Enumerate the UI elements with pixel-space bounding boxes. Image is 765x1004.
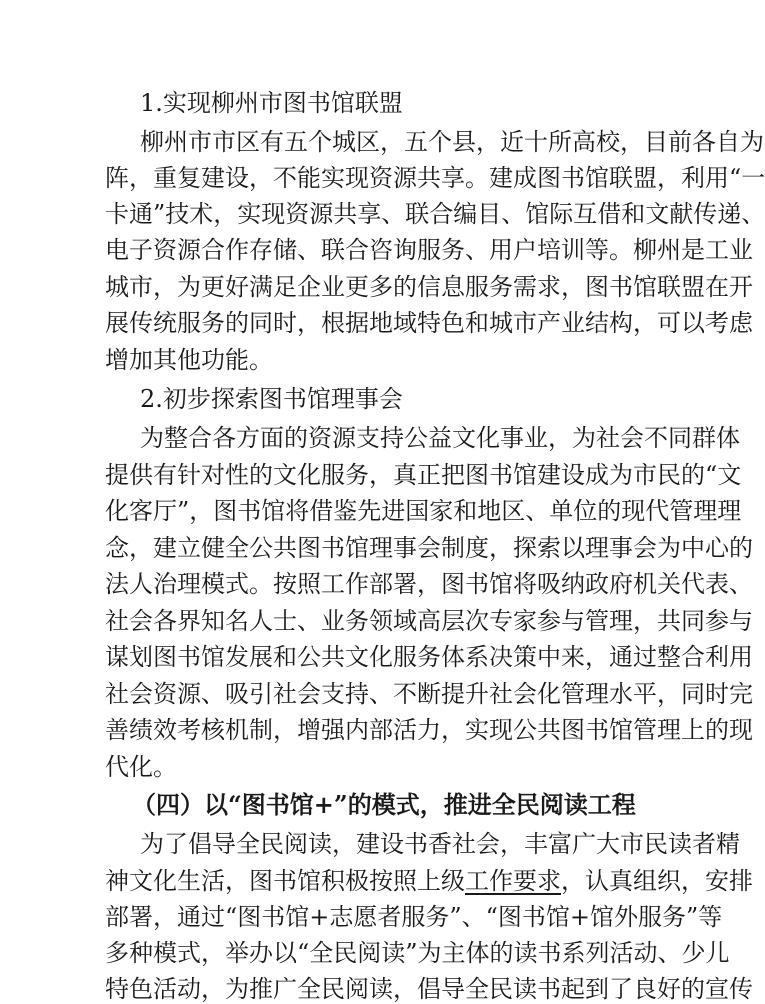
paragraph-line: 柳州市市区有五个城区，五个县，近十所高校，目前各自为 <box>140 128 764 156</box>
text-segment: ，认真组织，安排 <box>561 867 753 895</box>
section-2-heading: 2.初步探索图书馆理事会 <box>140 385 403 413</box>
paragraph-line: 特色活动，为推广全民阅读，倡导全民读书起到了良好的宣传 <box>105 975 753 1003</box>
paragraph-line: 城市，为更好满足企业更多的信息服务需求，图书馆联盟在开 <box>105 273 753 301</box>
paragraph-line: 化客厅”，图书馆将借鉴先进国家和地区、单位的现代管理理 <box>105 497 742 525</box>
paragraph-line: 增加其他功能。 <box>105 346 273 374</box>
paragraph-line: 卡通”技术，实现资源共享、联合编目、馆际互借和文献传递、 <box>105 200 765 228</box>
paragraph-line: 为了倡导全民阅读，建设书香社会，丰富广大市民读者精 <box>140 830 740 858</box>
paragraph-line: 电子资源合作存储、联合咨询服务、用户培训等。柳州是工业 <box>105 236 753 264</box>
paragraph-line: 谋划图书馆发展和公共文化服务体系决策中来，通过整合利用 <box>105 643 753 671</box>
paragraph-line <box>105 866 753 896</box>
section-4-heading: （四）以“图书馆+”的模式，推进全民阅读工程 <box>132 790 636 819</box>
paragraph-line: 法人治理模式。按照工作部署，图书馆将吸纳政府机关代表、 <box>105 570 753 598</box>
paragraph-line: 为整合各方面的资源支持公益文化事业，为社会不同群体 <box>140 424 740 452</box>
paragraph-line: 多种模式，举办以“全民阅读”为主体的读书系列活动、少儿 <box>105 939 730 967</box>
paragraph-line: 社会资源、吸引社会支持、不断提升社会化管理水平，同时完 <box>105 680 753 708</box>
paragraph-line: 部署，通过“图书馆+志愿者服务”、“图书馆+馆外服务”等 <box>105 903 723 931</box>
paragraph-line: 展传统服务的同时，根据地域特色和城市产业结构，可以考虑 <box>105 309 753 337</box>
underlined-text: 工作要求 <box>465 867 561 895</box>
paragraph-line: 提供有针对性的文化服务，真正把图书馆建设成为市民的“文 <box>105 461 742 489</box>
text-segment: 神文化生活，图书馆积极按照上级 <box>105 867 465 895</box>
paragraph-line: 社会各界知名人士、业务领域高层次专家参与管理，共同参与 <box>105 607 753 635</box>
paragraph-line: 代化。 <box>105 753 177 781</box>
section-1-heading: 1.实现柳州市图书馆联盟 <box>140 89 403 117</box>
paragraph-line: 念，建立健全公共图书馆理事会制度，探索以理事会为中心的 <box>105 534 753 562</box>
paragraph-line: 善绩效考核机制，增强内部活力，实现公共图书馆管理上的现 <box>105 716 753 744</box>
paragraph-line: 阵，重复建设，不能实现资源共享。建成图书馆联盟，利用“一 <box>105 164 765 192</box>
